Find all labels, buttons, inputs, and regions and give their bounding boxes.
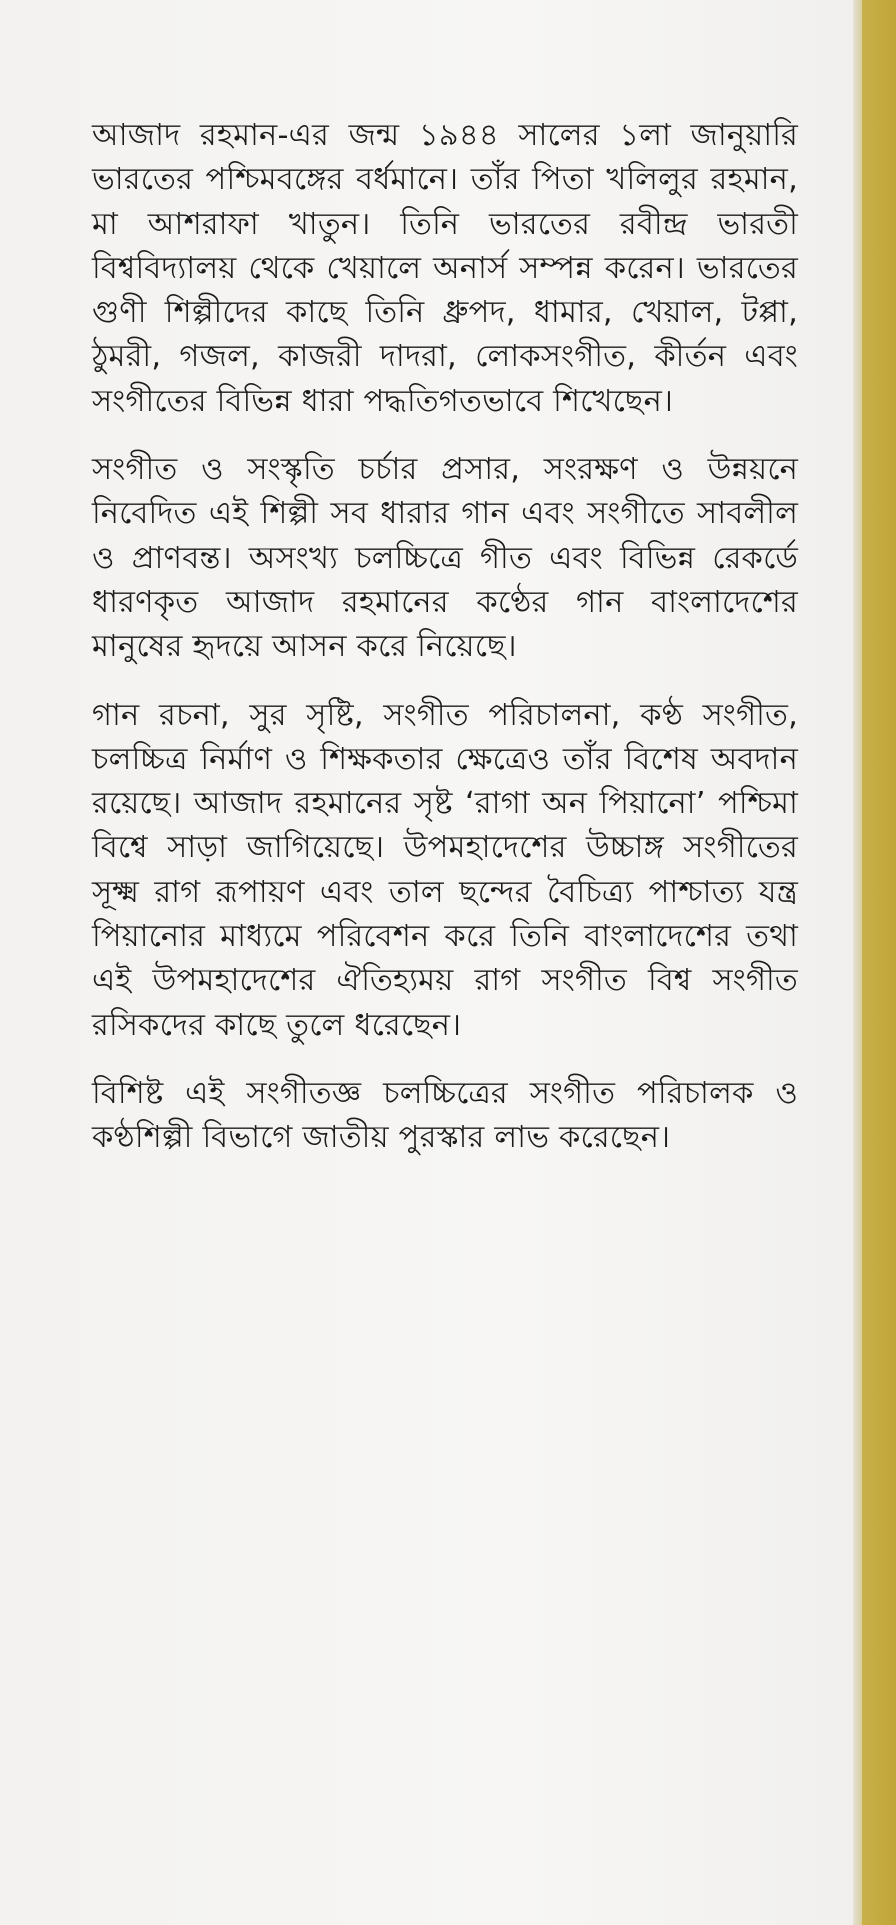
paragraph-contributions: গান রচনা, সুর সৃষ্টি, সংগীত পরিচালনা, কণ্ঠ সংগীত, চলচ্চিত্র নির্মাণ ও শিক্ষকতার ক্ষেত্রেও তাঁর বিশেষ অবদান রয়েছে। আজাদ রহমানের সৃষ্ট ‘রাগা অন পিয়ানো’ পশ্চিমা বিশ্বে সাড়া জাগিয়েছে। উপমহাদেশের উচ্চাঙ্গ সংগীতের সূক্ষ্ম রাগ রূপায়ণ এবং তাল ছন্দের বৈচিত্র্য পাশ্চাত্য যন্ত্র পিয়ানোর মাধ্যমে পরিবেশন করে তিনি বাংলাদেশের তথা এই উপমহাদেশের ঐতিহ্যময় রাগ সংগীত বিশ্ব সংগীত রসিকদের কাছে তুলে ধরেছেন।: [92, 697, 798, 1043]
paragraph-birth-education: আজাদ রহমান-এর জন্ম ১৯৪৪ সালের ১লা জানুয়ারি ভারতের পশ্চিমবঙ্গের বর্ধমানে। তাঁর পিতা খলিলুর রহমান, মা আশরাফা খাতুন। তিনি ভারতের রবীন্দ্র ভারতী বিশ্ববিদ্যালয় থেকে খেয়ালে অনার্স সম্পন্ন করেন। ভারতের গুণী শিল্পীদের কাছে তিনি ধ্রুপদ, ধামার, খেয়াল, টপ্পা, ঠুমরী, গজল, কাজরী দাদরা, লোকসংগীত, কীর্তন এবং সংগীতের বিভিন্ন ধারা পদ্ধতিগতভাবে শিখেছেন।: [92, 118, 798, 419]
spine-edge: [853, 0, 862, 1925]
paragraph-career: সংগীত ও সংস্কৃতি চর্চার প্রসার, সংরক্ষণ ও উন্নয়নে নিবেদিত এই শিল্পী সব ধারার গান এবং সংগীতে সাবলীল ও প্রাণবন্ত। অসংখ্য চলচ্চিত্রে গীত এবং বিভিন্ন রেকর্ডে ধারণকৃত আজাদ রহমানের কণ্ঠের গান বাংলাদেশের মানুষের হৃদয়ে আসন করে নিয়েছে।: [92, 452, 798, 665]
paragraph-awards: বিশিষ্ট এই সংগীতজ্ঞ চলচ্চিত্রের সংগীত পরিচালক ও কণ্ঠশিল্পী বিভাগে জাতীয় পুরস্কার লাভ করেছেন।: [92, 1075, 798, 1156]
biography-text: [92, 114, 798, 1161]
book-spine: [862, 0, 896, 1925]
